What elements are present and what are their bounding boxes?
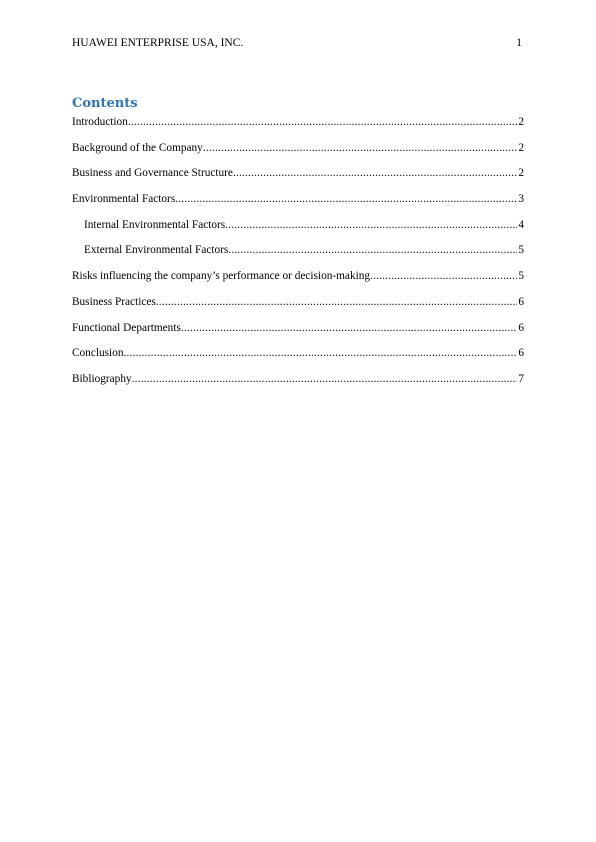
toc-entry-risks[interactable] xyxy=(72,268,524,284)
toc-dot-leader xyxy=(128,114,517,130)
toc-entry-page: 5 xyxy=(518,244,524,257)
toc-entry-background[interactable] xyxy=(72,140,524,156)
toc-dot-leader xyxy=(132,371,518,387)
table-of-contents xyxy=(72,114,524,397)
toc-entry-page: 6 xyxy=(518,321,524,334)
toc-entry-page: 7 xyxy=(518,372,524,385)
toc-dot-leader xyxy=(181,320,517,336)
page-number: 1 xyxy=(516,37,522,49)
toc-entry-label: Bibliography xyxy=(72,372,132,385)
toc-entry-bibliography[interactable] xyxy=(72,371,524,387)
toc-entry-governance[interactable] xyxy=(72,165,524,181)
toc-heading: Contents xyxy=(72,96,138,111)
toc-entry-label: Background of the Company xyxy=(72,141,203,154)
toc-entry-label: External Environmental Factors xyxy=(84,244,229,257)
toc-entry-conclusion[interactable] xyxy=(72,345,524,361)
toc-entry-label: Business and Governance Structure xyxy=(72,167,233,180)
toc-dot-leader xyxy=(233,165,517,181)
toc-entry-introduction[interactable] xyxy=(72,114,524,130)
toc-dot-leader xyxy=(175,191,517,207)
toc-entry-business-practices[interactable] xyxy=(72,294,524,310)
toc-entry-page: 6 xyxy=(518,295,524,308)
toc-entry-label: Conclusion xyxy=(72,347,124,360)
toc-dot-leader xyxy=(370,268,517,284)
toc-entry-label: Introduction xyxy=(72,116,128,128)
toc-entry-label: Functional Departments xyxy=(72,321,181,334)
page-header xyxy=(72,35,524,51)
toc-dot-leader xyxy=(228,242,517,258)
toc-entry-environmental-factors[interactable] xyxy=(72,191,524,207)
toc-dot-leader xyxy=(225,217,517,233)
toc-dot-leader xyxy=(203,140,518,156)
toc-entry-page: 2 xyxy=(518,116,524,128)
toc-entry-label: Internal Environmental Factors xyxy=(84,218,226,231)
toc-entry-page: 6 xyxy=(518,347,524,360)
toc-entry-page: 5 xyxy=(518,270,524,283)
toc-entry-functional-departments[interactable] xyxy=(72,320,524,336)
toc-entry-page: 2 xyxy=(518,141,524,154)
toc-entry-external-factors[interactable] xyxy=(72,242,524,258)
toc-entry-internal-factors[interactable] xyxy=(72,217,524,233)
toc-dot-leader xyxy=(156,294,518,310)
toc-entry-page: 3 xyxy=(518,193,524,206)
running-head: HUAWEI ENTERPRISE USA, INC. xyxy=(72,37,244,49)
toc-entry-label: Risks influencing the company’s performance or decision-making xyxy=(72,270,371,283)
toc-dot-leader xyxy=(123,345,517,361)
toc-entry-page: 4 xyxy=(518,218,524,231)
toc-entry-label: Business Practices xyxy=(72,295,156,308)
toc-entry-label: Environmental Factors xyxy=(72,193,176,206)
toc-entry-page: 2 xyxy=(518,167,524,180)
